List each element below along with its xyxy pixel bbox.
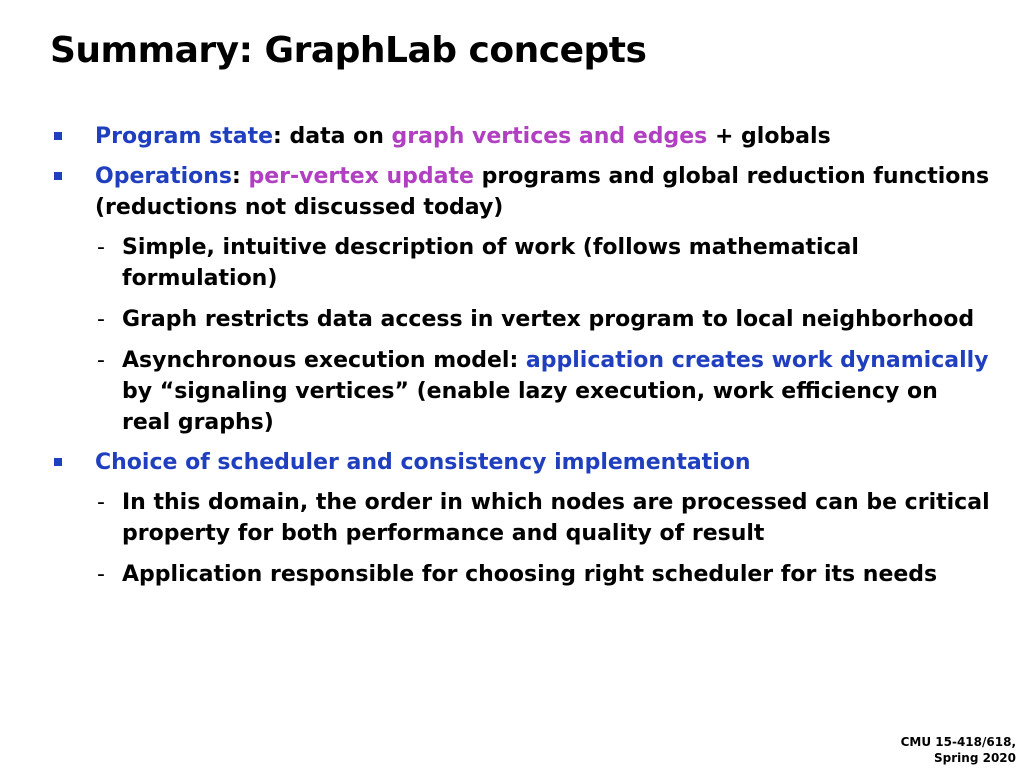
sub-bullet-graph-restricts bbox=[95, 304, 990, 335]
term-scheduler-consistency: Choice of scheduler and consistency implementation bbox=[95, 450, 751, 475]
footer-term: Spring 2020 bbox=[934, 751, 1016, 765]
bullet-scheduler-choice bbox=[50, 447, 990, 590]
highlight-creates-work-dynamically: application creates work dynamically bbox=[525, 348, 989, 373]
sub-bullet-list bbox=[95, 232, 990, 438]
dash-bullet-icon: - bbox=[97, 235, 105, 260]
dash-bullet-icon: - bbox=[97, 490, 105, 515]
sub-bullet-application-scheduler bbox=[95, 559, 990, 590]
highlight-per-vertex-update: per-vertex update bbox=[248, 164, 474, 189]
slide-title: Summary: GraphLab concepts bbox=[50, 30, 647, 71]
bullet-program-state bbox=[50, 121, 990, 152]
bullet-text: programs and global reduction functions (reductions not discussed today) bbox=[95, 164, 990, 220]
bullet-operations bbox=[50, 161, 990, 438]
sub-bullet-text: Application responsible for choosing right scheduler for its needs bbox=[122, 562, 938, 587]
dash-bullet-icon: - bbox=[97, 348, 105, 373]
term-program-state: Program state bbox=[95, 124, 274, 149]
square-bullet-icon bbox=[54, 132, 62, 140]
sub-bullet-node-order bbox=[95, 487, 990, 549]
bullet-text: : data on bbox=[273, 124, 392, 149]
dash-bullet-icon: - bbox=[97, 562, 105, 587]
course-footer bbox=[901, 734, 1016, 766]
square-bullet-icon bbox=[54, 458, 62, 466]
term-operations: Operations bbox=[95, 164, 232, 189]
sub-bullet-async-execution bbox=[95, 345, 990, 438]
sub-bullet-list bbox=[95, 487, 990, 590]
dash-bullet-icon: - bbox=[97, 307, 105, 332]
bullet-list bbox=[50, 121, 990, 599]
sub-bullet-simple-description bbox=[95, 232, 990, 294]
bullet-text: : bbox=[232, 164, 249, 189]
sub-bullet-text: by “signaling vertices” (enable lazy execution, work efficiency on real graphs) bbox=[122, 379, 938, 435]
sub-bullet-text: In this domain, the order in which nodes are processed can be critical property for both performance and quality of result bbox=[122, 490, 990, 546]
sub-bullet-text: Asynchronous execution model: bbox=[122, 348, 526, 373]
sub-bullet-text: Graph restricts data access in vertex program to local neighborhood bbox=[122, 307, 975, 332]
sub-bullet-text: Simple, intuitive description of work (follows mathematical formulation) bbox=[122, 235, 859, 291]
square-bullet-icon bbox=[54, 172, 62, 180]
footer-course: CMU 15-418/618, bbox=[900, 735, 1016, 749]
highlight-graph-vertices-edges: graph vertices and edges bbox=[391, 124, 708, 149]
bullet-text: + globals bbox=[707, 124, 831, 149]
